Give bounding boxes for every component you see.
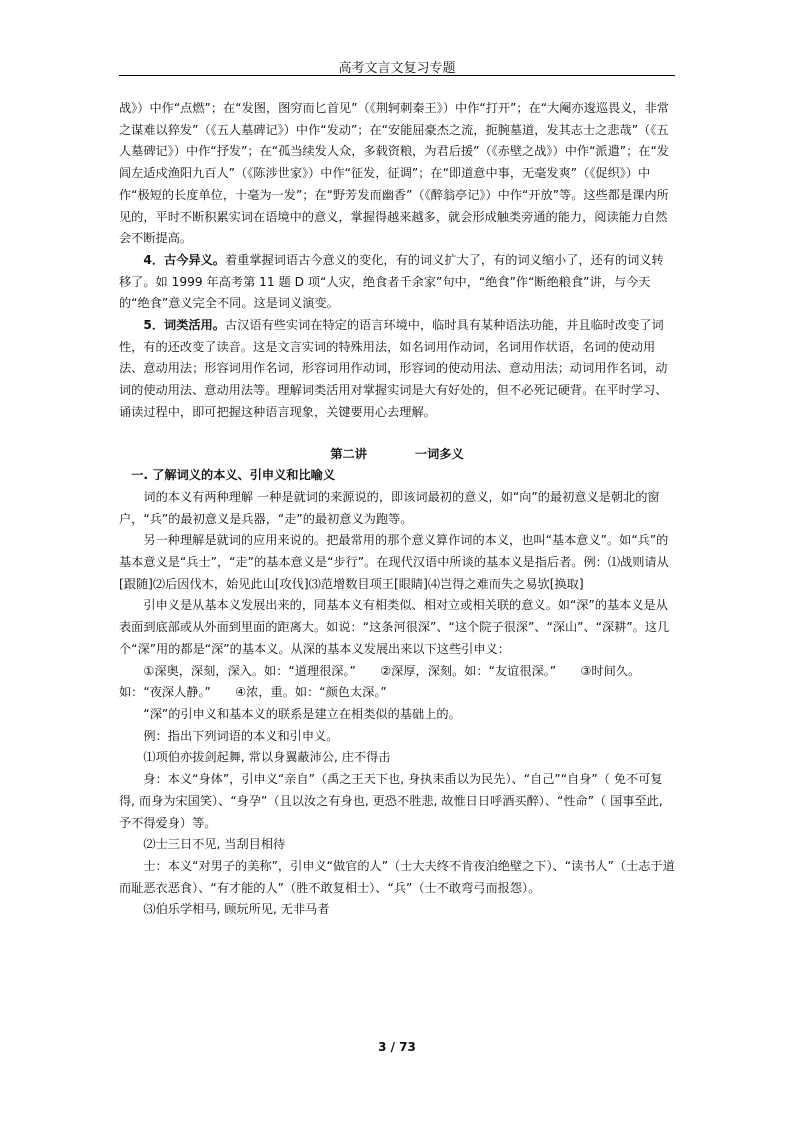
item-heading: 5．词类活用。: [143, 318, 225, 333]
page-header-title: 高考文言文复习专题: [338, 61, 456, 76]
paragraph: 引申义是从基本义发展出来的，同基本义有相类似、相对立或相关联的意义。如“深”的基本义是从表面到底部或从外面到里面的距离大。如说：“这条河很深”、“这个院子很深”、“深山”、“深耕”。这几个“深”用的都是“深”的基本义。从深的基本义发展出来以下这些引申义：: [119, 598, 670, 656]
header-divider: [119, 75, 675, 76]
item-body: 着重掌握词语古今意义的变化，有的词义扩大了，有的词义缩小了，还有的词义转移了。如 1999 年高考第 11 题 D 项“人灾，绝食者千余家”句中，“绝食”作“断绝粮食”讲，与今天的“绝食”意义完全不同。这是词义演变。: [119, 252, 664, 311]
paragraph: ⑶伯乐学相马, 顾玩所见, 无非马者: [143, 902, 330, 917]
paragraph: 词的本义有两种理解 一种是就词的来源说的，即该词最初的意义，如“向”的最初意义是朝北的窗户，“兵”的最初意义是兵器，“走”的最初意义为跑等。: [119, 489, 660, 526]
page-number: 3 / 73: [378, 1040, 416, 1054]
lecture-number: 第二讲: [330, 446, 367, 461]
item-heading: 4．古今异义。: [143, 252, 225, 267]
paragraph: [119, 315, 675, 424]
lecture-title: 一词多义: [414, 446, 464, 461]
paragraph: 另一种理解是就词的应用来说的。把最常用的那个意义算作词的本义，也叫“基本意义”。如“兵”的基本意义是“兵士”，“走”的基本意义是“步行”。在现代汉语中所谈的基本义是指后者。例：⑴战则请从[跟随]⑵后因伐木，始见此山[攻伐]⑶范增数目项王[眼睛]⑷岂得之难而失之易欤[换取]: [119, 533, 669, 591]
paragraph: “深”的引申义和基本义的联系是建立在相类似的基础上的。: [143, 706, 461, 721]
document-body: [119, 98, 675, 921]
paragraph: 战》）中作“点燃”；在“发图，图穷而匕首见”（《荆轲刺秦王》）中作“打开”；在“大阉亦逡巡畏义，非常之谋难以猝发”（《五人墓碑记》）中作“发动”；在“安能屈豪杰之流，扼腕墓道，发其志士之悲哉”（《五人墓碑记》）中作“抒发”；在“孤当续发人众，多载资粮，为君后援”（《赤壁之战》）中作“派遣”；在“发闾左适戍渔阳九百人”（《陈涉世家》）中作“征发，征调”；在“即道意中事，无毫发爽”（《促织》）中作“极短的长度单位，十毫为一发”；在“野芳发而幽香”（《醉翁亭记》）中作“开放”等。这些都是课内所见的，平时不断积累实词在语境中的意义，掌握得越来越多，就会形成触类旁通的能力，阅读能力自然会不断提高。: [119, 101, 669, 246]
item-body: 古汉语有些实词在特定的语言环境中，临时具有某种语法功能，并且临时改变了词性，有的还改变了读音。这是文言实词的特殊用法，如名词用作动词，名词用作状语，名词的使动用法、意动用法；形容词用作名词，形容词用作动词，形容词的使动用法、意动用法；动词用作名词，动词的使动用法、意动用法等。理解词类活用对掌握实词是大有好处的，但不必死记硬背。在平时学习、诵读过程中，即可把握这种语言现象，关键要用心去理解。: [119, 318, 668, 419]
spacer: [119, 424, 675, 444]
paragraph: 士：本义“对男子的美称”，引申义“做官的人”（士大夫终不肯夜泊绝壁之下）、“读书人”（士志于道而耻恶衣恶食）、“有才能的人”（胜不敢复相士）、“兵”（士不敢弯弓而报怨）。: [119, 858, 675, 895]
paragraph: [119, 250, 675, 315]
paragraph: ⑵士三日不见, 当刮目相待: [143, 837, 286, 852]
paragraph: ⑴项伯亦拔剑起舞, 常以身翼蔽沛公, 庄不得击: [143, 750, 391, 765]
paragraph: 身：本义“身体”，引申义“亲自”（禹之王天下也, 身执耒臿以为民先）、“自己”“自身”（ 免不可复得, 而身为宋国笑）、“身孕”（且以汝之有身也, 更恐不胜悲, 故惟日日呼酒买醉）、“性命”（ 国事至此, 予不得爱身）等。: [119, 772, 663, 830]
lecture-heading: [119, 444, 675, 466]
section-heading: 一. 了解词义的本义、引申义和比喻义: [131, 468, 336, 483]
paragraph: ①深奥，深刻，深入。如：“道理很深。” ②深厚，深刻。如：“友谊很深。” ③时间久。如：“夜深人静。” ④浓，重。如：“颜色太深。”: [119, 663, 641, 700]
paragraph: 例：指出下列词语的本义和引申义。: [143, 728, 339, 743]
